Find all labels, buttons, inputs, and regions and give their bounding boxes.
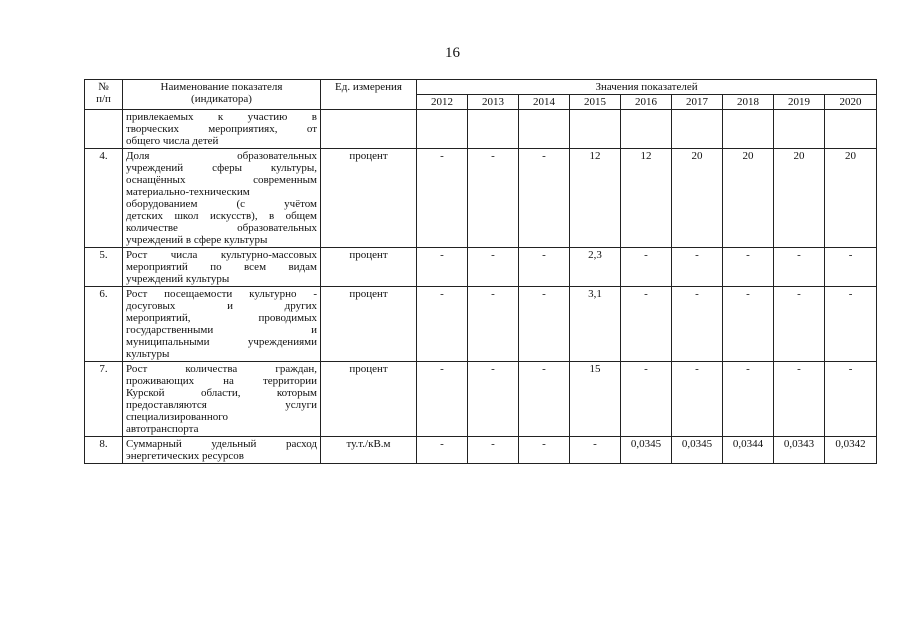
indicator-name-line: проживающих на территории: [126, 375, 317, 387]
indicator-name-line: автотранспорта: [126, 423, 199, 435]
indicator-name-line: государственными и: [126, 324, 317, 336]
unit-cell: процент: [321, 362, 417, 437]
unit-cell: процент: [321, 248, 417, 287]
value-cell: -: [468, 149, 519, 248]
indicator-name-line: привлекаемых к участию в: [126, 111, 317, 123]
value-cell: 20: [723, 149, 774, 248]
indicator-name: [123, 287, 321, 362]
value-cell: [417, 110, 468, 149]
value-cell: -: [825, 287, 877, 362]
indicator-name-line: муниципальными учреждениями: [126, 336, 317, 348]
indicator-name-line: специализированного: [126, 411, 228, 423]
indicator-name-line: оборудованием (с учётом: [126, 198, 317, 210]
row-number: 8.: [85, 437, 123, 464]
value-cell: -: [672, 362, 723, 437]
value-cell: -: [621, 248, 672, 287]
header-year: 2012: [417, 95, 468, 110]
value-cell: -: [519, 287, 570, 362]
table-row: [85, 437, 877, 464]
table-body: [85, 110, 877, 464]
indicator-name-line: детских школ искусств), в общем: [126, 210, 317, 222]
header-num-line1: №: [98, 81, 109, 93]
value-cell: 12: [621, 149, 672, 248]
unit-cell: процент: [321, 287, 417, 362]
value-cell: -: [774, 248, 825, 287]
row-number: 7.: [85, 362, 123, 437]
value-cell: 0,0342: [825, 437, 877, 464]
table-header: [85, 80, 877, 110]
indicator-name-line: Рост посещаемости культурно -: [126, 288, 317, 300]
value-cell: -: [417, 149, 468, 248]
header-year: 2016: [621, 95, 672, 110]
value-cell: 3,1: [570, 287, 621, 362]
indicator-name-line: досуговых и других: [126, 300, 317, 312]
header-num-line2: п/п: [96, 93, 111, 105]
value-cell: 0,0345: [621, 437, 672, 464]
table-row: [85, 287, 877, 362]
indicator-name: [123, 149, 321, 248]
indicator-name-line: мероприятий, проводимых: [126, 312, 317, 324]
value-cell: -: [723, 362, 774, 437]
value-cell: [672, 110, 723, 149]
value-cell: -: [417, 437, 468, 464]
value-cell: -: [825, 362, 877, 437]
page-number: 16: [445, 45, 460, 61]
indicator-name-line: творческих мероприятиях, от: [126, 123, 317, 135]
indicator-name-line: предоставляются услуги: [126, 399, 317, 411]
header-year: 2013: [468, 95, 519, 110]
header-unit: Ед. измерения: [321, 80, 417, 110]
value-cell: 0,0345: [672, 437, 723, 464]
header-num: [85, 80, 123, 110]
value-cell: -: [672, 248, 723, 287]
indicators-table: [84, 79, 877, 464]
table-row: [85, 149, 877, 248]
value-cell: -: [468, 248, 519, 287]
indicator-name-line: энергетических ресурсов: [126, 450, 244, 462]
value-cell: [825, 110, 877, 149]
header-year: 2017: [672, 95, 723, 110]
header-year: 2020: [825, 95, 877, 110]
value-cell: -: [417, 248, 468, 287]
value-cell: [621, 110, 672, 149]
value-cell: 20: [825, 149, 877, 248]
value-cell: -: [825, 248, 877, 287]
indicator-name-line: Рост количества граждан,: [126, 363, 317, 375]
value-cell: -: [672, 287, 723, 362]
indicator-name-line: культуры: [126, 348, 170, 360]
value-cell: -: [621, 287, 672, 362]
indicator-name-line: учреждений культуры: [126, 273, 230, 285]
indicator-name-line: Доля образовательных: [126, 150, 317, 162]
unit-cell: [321, 110, 417, 149]
value-cell: [570, 110, 621, 149]
row-number: 5.: [85, 248, 123, 287]
value-cell: -: [723, 248, 774, 287]
value-cell: -: [519, 149, 570, 248]
indicator-name-line: количестве образовательных: [126, 222, 317, 234]
value-cell: 20: [774, 149, 825, 248]
value-cell: 20: [672, 149, 723, 248]
table-row: [85, 110, 877, 149]
indicator-name-line: Курской области, которым: [126, 387, 317, 399]
value-cell: -: [468, 362, 519, 437]
indicator-name: [123, 437, 321, 464]
indicator-name-line: общего числа детей: [126, 135, 219, 147]
value-cell: -: [570, 437, 621, 464]
indicator-name-line: мероприятий по всем видам: [126, 261, 317, 273]
indicator-name: [123, 248, 321, 287]
value-cell: -: [519, 362, 570, 437]
indicator-name-line: учреждений в сфере культуры: [126, 234, 268, 246]
indicator-name: [123, 110, 321, 149]
value-cell: 12: [570, 149, 621, 248]
value-cell: -: [621, 362, 672, 437]
value-cell: [723, 110, 774, 149]
indicator-name-line: учреждений сферы культуры,: [126, 162, 317, 174]
table-row: [85, 362, 877, 437]
row-number: 6.: [85, 287, 123, 362]
header-name-line1: Наименование показателя: [160, 81, 283, 93]
value-cell: -: [774, 362, 825, 437]
unit-cell: процент: [321, 149, 417, 248]
header-year: 2018: [723, 95, 774, 110]
value-cell: 0,0344: [723, 437, 774, 464]
value-cell: [774, 110, 825, 149]
value-cell: -: [519, 437, 570, 464]
value-cell: -: [723, 287, 774, 362]
value-cell: -: [468, 287, 519, 362]
value-cell: -: [519, 248, 570, 287]
indicator-name-line: материально-техническим: [126, 186, 250, 198]
value-cell: 0,0343: [774, 437, 825, 464]
value-cell: -: [468, 437, 519, 464]
table-row: [85, 248, 877, 287]
value-cell: [519, 110, 570, 149]
indicator-name-line: Рост числа культурно-массовых: [126, 249, 317, 261]
indicator-name: [123, 362, 321, 437]
header-values-title: Значения показателей: [417, 80, 877, 95]
header-year: 2014: [519, 95, 570, 110]
header-name-line2: (индикатора): [191, 93, 252, 105]
unit-cell: ту.т./кВ.м: [321, 437, 417, 464]
value-cell: 2,3: [570, 248, 621, 287]
row-number: [85, 110, 123, 149]
header-year: 2015: [570, 95, 621, 110]
indicator-name-line: Суммарный удельный расход: [126, 438, 317, 450]
value-cell: [468, 110, 519, 149]
indicator-name-line: оснащённых современным: [126, 174, 317, 186]
value-cell: -: [417, 362, 468, 437]
header-year: 2019: [774, 95, 825, 110]
value-cell: -: [417, 287, 468, 362]
header-name: [123, 80, 321, 110]
value-cell: -: [774, 287, 825, 362]
row-number: 4.: [85, 149, 123, 248]
value-cell: 15: [570, 362, 621, 437]
